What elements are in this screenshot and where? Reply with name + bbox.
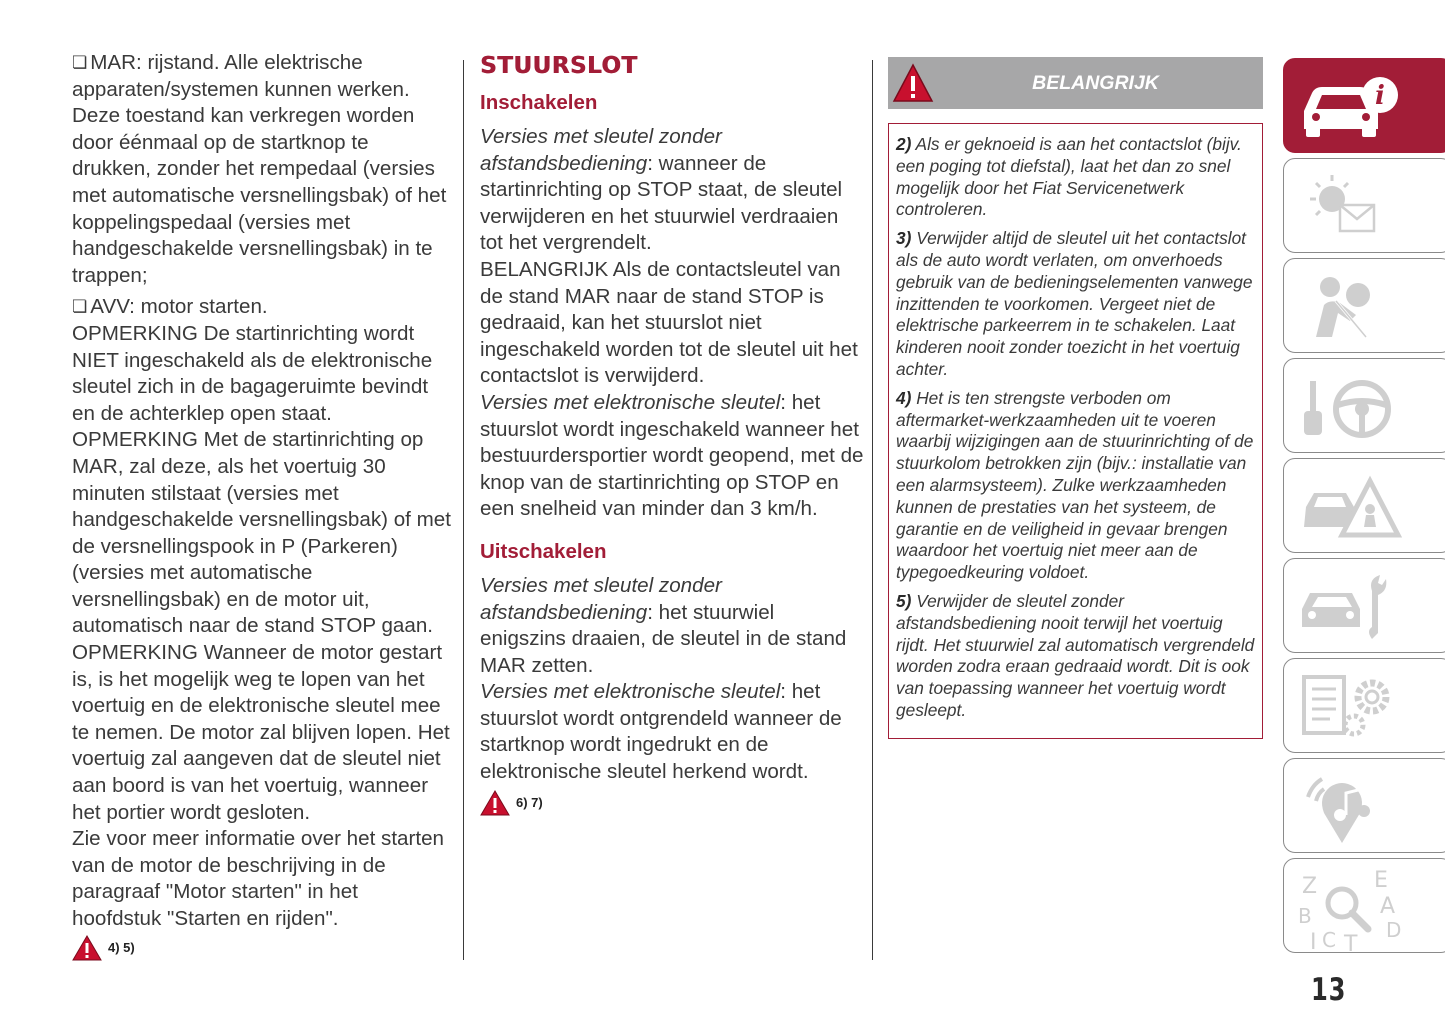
note-number: 3) [896,228,912,249]
body-paragraph [480,390,865,523]
index-letter: C [1322,928,1336,951]
index-letter: T [1344,932,1358,951]
page-number: 13 [1311,972,1347,1008]
warning-triangle-icon [480,790,510,816]
warning-box-header [888,57,1263,109]
warning-reference[interactable] [480,790,865,816]
emphasis-text: Versies met sleutel zonder afstandsbediening [480,573,722,624]
warning-box-body [888,123,1263,739]
tab-safety[interactable] [1283,258,1445,353]
tab-index[interactable] [1283,858,1445,953]
column-middle [480,50,865,816]
column-left [72,50,452,961]
warning-reference-numbers: 4) 5) [108,940,135,956]
warning-reference-numbers: 6) 7) [516,795,543,811]
note-text: Het is ten strengste verboden om aftermarket-werkzaamheden uit te voeren waarbij wijzigingen aan de stuurinrichting of de stuurkolom betrokken zijn (bijv.: installatie van een alarmsysteem). Zulke werkzaamheden kunnen de prestaties van het systeem, de garantie en de veiligheid in gevaar brengen waardoor het voertuig niet meer aan de typegoedkeuring voldoet. [896,387,1254,583]
tab-multimedia[interactable] [1283,758,1445,853]
warning-note [896,228,1256,381]
index-letter: B [1298,904,1312,928]
note-number: 2) [896,134,912,154]
reference-paragraph: Zie voor meer informatie over het starten van de motor de beschrijving in de paragraaf "Motor starten" in het hoofdstuk "Starten en rijden". [72,827,444,930]
mar-paragraph: ❏ MAR: rijstand. Alle elektrische apparaten/systemen kunnen werken. Deze toestand kan verkregen worden door éénmaal op de startknop te drukken, zonder het rempedaal (versies met automatische versnellingsbak) of het koppelingspedaal (versies met handgeschakelde versnellingsbak) in te trappen; [72,50,452,289]
technical-data-icon [1296,667,1406,745]
note-text: Als er geknoeid is aan het contactslot (bijv. een poging tot diefstal), laat het dan zo snel mogelijk door het Fiat Servicenetwerk controleren. [896,134,1242,220]
warning-lights-icon [1296,167,1406,245]
tab-technical-data[interactable] [1283,658,1445,753]
index-letter: I [1310,930,1317,951]
tab-warning-lights[interactable] [1283,158,1445,253]
tab-emergency[interactable] [1283,458,1445,553]
body-text: : het stuurwiel enigszins draaien, de sleutel in de stand MAR zetten. [480,600,847,677]
warning-box [888,57,1263,739]
tab-maintenance[interactable] [1283,558,1445,653]
warning-box-title: BELANGRIJK [1032,72,1159,94]
emphasis-text: Versies met elektronische sleutel [480,680,781,704]
note-number: 4) [896,387,912,408]
note-text: Verwijder altijd de sleutel uit het contactslot als de auto wordt verlaten, om onverhoeds gebruik van de bedieningselementen vanwege inzittenden te voorkomen. Vergeet niet de elektrische parkeerrem in te schakelen. Laat kinderen nooit zonder toezicht in het voertuig achter. [896,228,1253,379]
warning-note [896,134,1256,221]
note-paragraph: OPMERKING Met de startinrichting op MAR, zal deze, als het voertuig 30 minuten stilstaat (versies met handgeschakelde versnellingsbak) of met de versnellingspook in P (Parkeren) (versies met automatische versnellingsbak) en de motor uit, automatisch naar de stand STOP gaan. [72,428,451,638]
index-search-icon [1296,867,1406,951]
svg-text:i: i [1375,81,1385,111]
subsection-title-disable: Uitschakelen [480,539,607,563]
tab-starting-driving[interactable] [1283,358,1445,453]
index-letter: E [1374,868,1388,893]
body-paragraph [480,124,865,257]
index-letter: A [1380,894,1396,919]
subsection-title-enable: Inschakelen [480,91,598,114]
body-paragraph [480,679,865,785]
column-divider [872,60,873,960]
emphasis-text: Versies met sleutel zonder afstandsbediening [480,125,722,175]
car-info-icon [1296,67,1406,145]
body-text: : het stuurslot wordt ontgrendeld wanneer de startknop wordt ingedrukt en de elektronische sleutel herkend wordt. [480,680,842,784]
warning-note [896,388,1256,584]
note-paragraph: OPMERKING Wanneer de motor gestart is, is het mogelijk weg te lopen van het voertuig en de elektronische sleutel mee te nemen. De motor zal blijven lopen. Het voertuig zal aangeven dat de sleutel niet aan boord is van het voertuig, wanneer het portier wordt gesloten. [72,641,450,824]
note-text: Verwijder de sleutel zonder afstandsbediening nooit terwijl het voertuig rijdt. Het stuurwiel zal automatisch vergrendeld worden zodra eraan gedraaid wordt. Dit is ook van toepassing wanneer het voertuig wordt gesleept. [896,590,1255,720]
note-number: 5) [896,590,912,611]
multimedia-icon [1296,767,1406,845]
index-letter: D [1386,918,1402,942]
warning-reference[interactable] [72,935,452,961]
body-text: : het stuurslot wordt ingeschakeld wanneer het bestuurdersportier wordt geopend, met de knop van de startinrichting op STOP en een snelheid van minder dan 3 km/h. [480,390,864,521]
column-divider [463,60,464,960]
safety-airbag-icon [1296,267,1406,345]
warning-triangle-icon [72,935,102,961]
tab-car-info[interactable] [1283,58,1445,153]
warning-note [896,591,1256,722]
maintenance-icon [1296,567,1406,645]
index-letter: Z [1302,874,1318,899]
body-text: : wanneer de startinrichting op STOP staat, de sleutel verwijderen en het stuurwiel verdraaien tot het vergrendelt. [480,151,843,255]
important-paragraph: BELANGRIJK Als de contactsleutel van de stand MAR naar de stand STOP is gedraaid, kan het stuurslot niet ingeschakeld worden tot de sleutel uit het contactslot is verwijderd. [480,257,858,388]
section-title: STUURSLOT [480,53,638,79]
note-paragraph: OPMERKING De startinrichting wordt NIET ingeschakeld als de elektronische sleutel zich in de bagageruimte bevindt en de achterklep open staat. [72,321,433,425]
body-paragraph [480,573,865,679]
avv-paragraph: ❏ AVV: motor starten. [72,294,452,321]
emergency-icon [1296,467,1406,545]
emphasis-text: Versies met elektronische sleutel [480,390,781,414]
key-steering-wheel-icon [1296,367,1406,445]
